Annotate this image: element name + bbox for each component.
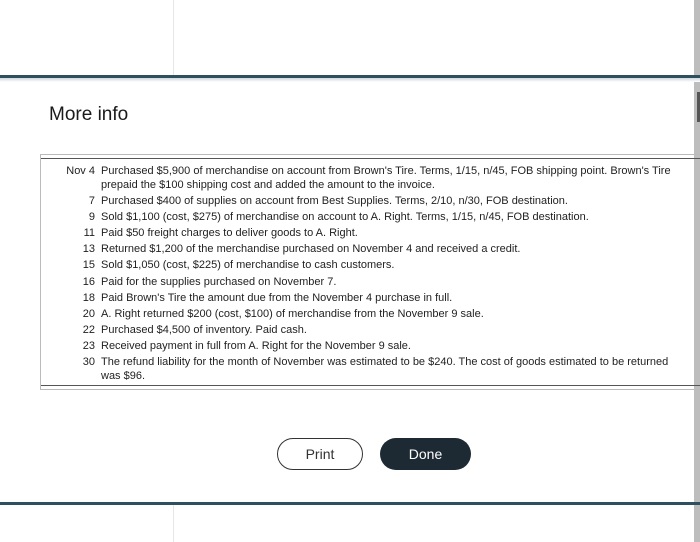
transaction-description: Paid for the supplies purchased on November 7. <box>101 275 337 288</box>
dialog-bottom-border <box>0 502 700 505</box>
transaction-date: 30 <box>82 356 95 369</box>
transaction-date: 20 <box>82 307 95 320</box>
transaction-date: 15 <box>82 259 95 272</box>
background-divider <box>173 505 174 542</box>
background-divider <box>173 0 174 75</box>
transaction-date: 23 <box>82 339 95 352</box>
transaction-description: Purchased $400 of supplies on account from Best Supplies. Terms, 2/10, n/30, FOB destination. <box>101 195 568 208</box>
dialog-title: More info <box>49 104 129 125</box>
dialog-top-shadow <box>0 78 700 82</box>
done-button[interactable]: Done <box>380 438 471 470</box>
transaction-row <box>53 275 683 291</box>
transaction-row <box>53 339 683 355</box>
transactions-box <box>40 154 700 390</box>
transaction-row <box>53 226 683 242</box>
transaction-description: Returned $1,200 of the merchandise purchased on November 4 and received a credit. <box>101 243 521 256</box>
transaction-row <box>53 355 683 385</box>
transaction-date: 7 <box>88 195 95 208</box>
transaction-row <box>53 258 683 274</box>
transactions-table <box>53 164 683 385</box>
transaction-date: 16 <box>82 275 95 288</box>
transaction-description: Purchased $5,900 of merchandise on account from Brown's Tire. Terms, 1/15, n/45, FOB shipping point. Brown's Tire prepaid the $100 shipping cost and added the amount to the invoice. <box>101 165 671 191</box>
transaction-date: 22 <box>82 323 95 336</box>
transaction-description: The refund liability for the month of November was estimated to be $240. The cost of goods estimated to be returned was $96. <box>101 356 669 383</box>
transaction-description: Sold $1,100 (cost, $275) of merchandise on account to A. Right. Terms, 1/15, n/45, FOB destination. <box>101 211 589 224</box>
transaction-description: Received payment in full from A. Right for the November 9 sale. <box>101 339 411 352</box>
transaction-row <box>53 164 683 194</box>
transaction-description: A. Right returned $200 (cost, $100) of merchandise from the November 9 sale. <box>101 307 484 320</box>
transaction-description: Purchased $4,500 of inventory. Paid cash. <box>101 323 307 336</box>
box-bottom-rule <box>41 385 700 386</box>
transaction-description: Paid $50 freight charges to deliver goods to A. Right. <box>101 227 358 240</box>
transaction-row <box>53 307 683 323</box>
transaction-date: Nov 4 <box>66 165 95 177</box>
transaction-date: 11 <box>83 227 95 240</box>
transaction-date: 9 <box>88 211 95 224</box>
transaction-row <box>53 323 683 339</box>
transaction-row <box>53 194 683 210</box>
transaction-date: 13 <box>82 243 95 256</box>
transaction-description: Paid Brown's Tire the amount due from the November 4 purchase in full. <box>101 291 453 304</box>
transaction-row <box>53 210 683 226</box>
print-button[interactable]: Print <box>277 438 363 470</box>
transaction-row <box>53 291 683 307</box>
transaction-date: 18 <box>82 291 95 304</box>
transaction-row <box>53 242 683 258</box>
transaction-description: Sold $1,050 (cost, $225) of merchandise to cash customers. <box>101 259 395 272</box>
box-top-rule <box>41 158 700 159</box>
